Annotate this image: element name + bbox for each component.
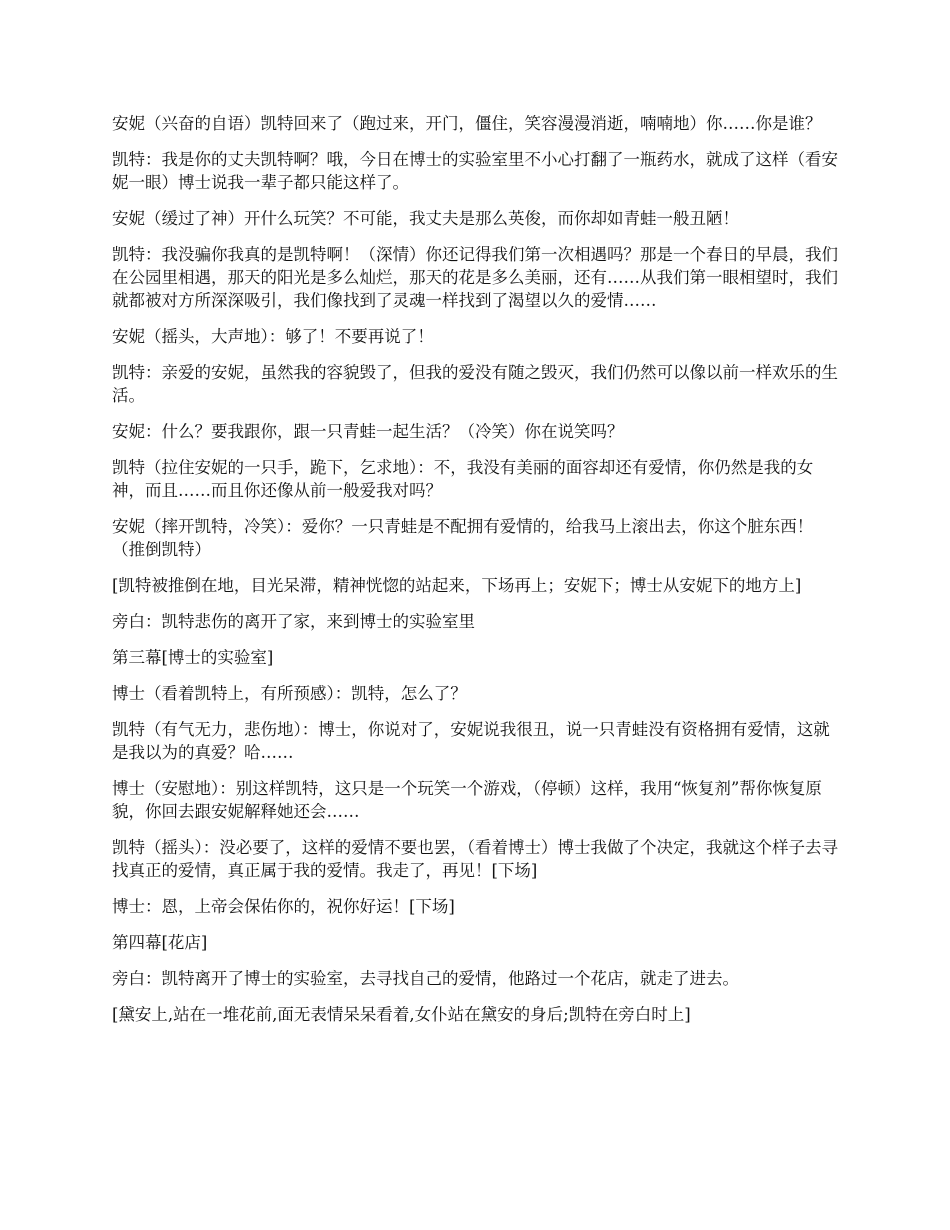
document-body [112,112,838,1039]
act-heading: 第三幕[博士的实验室] [112,648,274,667]
paragraph: 凯特：亲爱的安妮，虽然我的容貌毁了，但我的爱没有随之毁灭，我们仍然可以像以前一样欢乐的生活。 [112,363,838,405]
narration: 旁白：凯特离开了博士的实验室，去寻找自己的爱情，他路过一个花店，就走了进去。 [112,969,739,988]
paragraph: 安妮（摔开凯特，冷笑）：爱你？一只青蛙是不配拥有爱情的，给我马上滚出去，你这个脏东西！（推倒凯特） [112,517,814,559]
paragraph: 博士：恩，上帝会保佑你的，祝你好运！[下场] [112,897,455,916]
paragraph: 博士（安慰地）：别这样凯特，这只是一个玩笑一个游戏，（停顿）这样，我用“恢复剂”帮你恢复原貌，你回去跟安妮解释她还会…… [112,779,822,821]
paragraph: 凯特（有气无力，悲伤地）：博士，你说对了，安妮说我很丑，说一只青蛙没有资格拥有爱情，这就是我以为的真爱？哈…… [112,720,830,762]
paragraph: 凯特：我没骗你我真的是凯特啊！（深情）你还记得我们第一次相遇吗？那是一个春日的早晨，我们在公园里相遇，那天的阳光是多么灿烂，那天的花是多么美丽，还有……从我们第一眼相望时，我们就都被对方所深深吸引，我们像找到了灵魂一样找到了渴望以久的爱情…… [112,245,838,310]
paragraph: 凯特（摇头）：没必要了，这样的爱情不要也罢，（看着博士）博士我做了个决定，我就这个样子去寻找真正的爱情，真正属于我的爱情。我走了，再见！[下场] [112,838,838,880]
paragraph: 安妮：什么？要我跟你，跟一只青蛙一起生活？（冷笑）你在说笑吗？ [112,422,624,441]
act-heading: 第四幕[花店] [112,933,208,952]
paragraph: 安妮（摇头，大声地）：够了！不要再说了！ [112,327,434,346]
stage-direction: [凯特被推倒在地，目光呆滞，精神恍惚的站起来，下场再上；安妮下；博士从安妮下的地方上] [112,576,802,595]
stage-direction: [黛安上,站在一堆花前,面无表情呆呆看着,女仆站在黛安的身后;凯特在旁白时上] [112,1005,691,1024]
narration: 旁白：凯特悲伤的离开了家，来到博士的实验室里 [112,612,475,631]
paragraph: 博士（看着凯特上，有所预感）：凯特，怎么了？ [112,684,467,703]
paragraph: 凯特（拉住安妮的一只手，跪下，乞求地）：不，我没有美丽的面容却还有爱情，你仍然是我的女神，而且……而且你还像从前一般爱我对吗？ [112,458,814,500]
paragraph: 安妮（缓过了神）开什么玩笑？不可能，我丈夫是那么英俊，而你却如青蛙一般丑陋！ [112,209,739,228]
paragraph: 凯特：我是你的丈夫凯特啊？哦，今日在博士的实验室里不小心打翻了一瓶药水，就成了这样（看安妮一眼）博士说我一辈子都只能这样了。 [112,150,838,192]
paragraph: 安妮（兴奋的自语）凯特回来了（跑过来，开门，僵住，笑容漫漫消逝，喃喃地）你……你是谁？ [112,114,822,133]
